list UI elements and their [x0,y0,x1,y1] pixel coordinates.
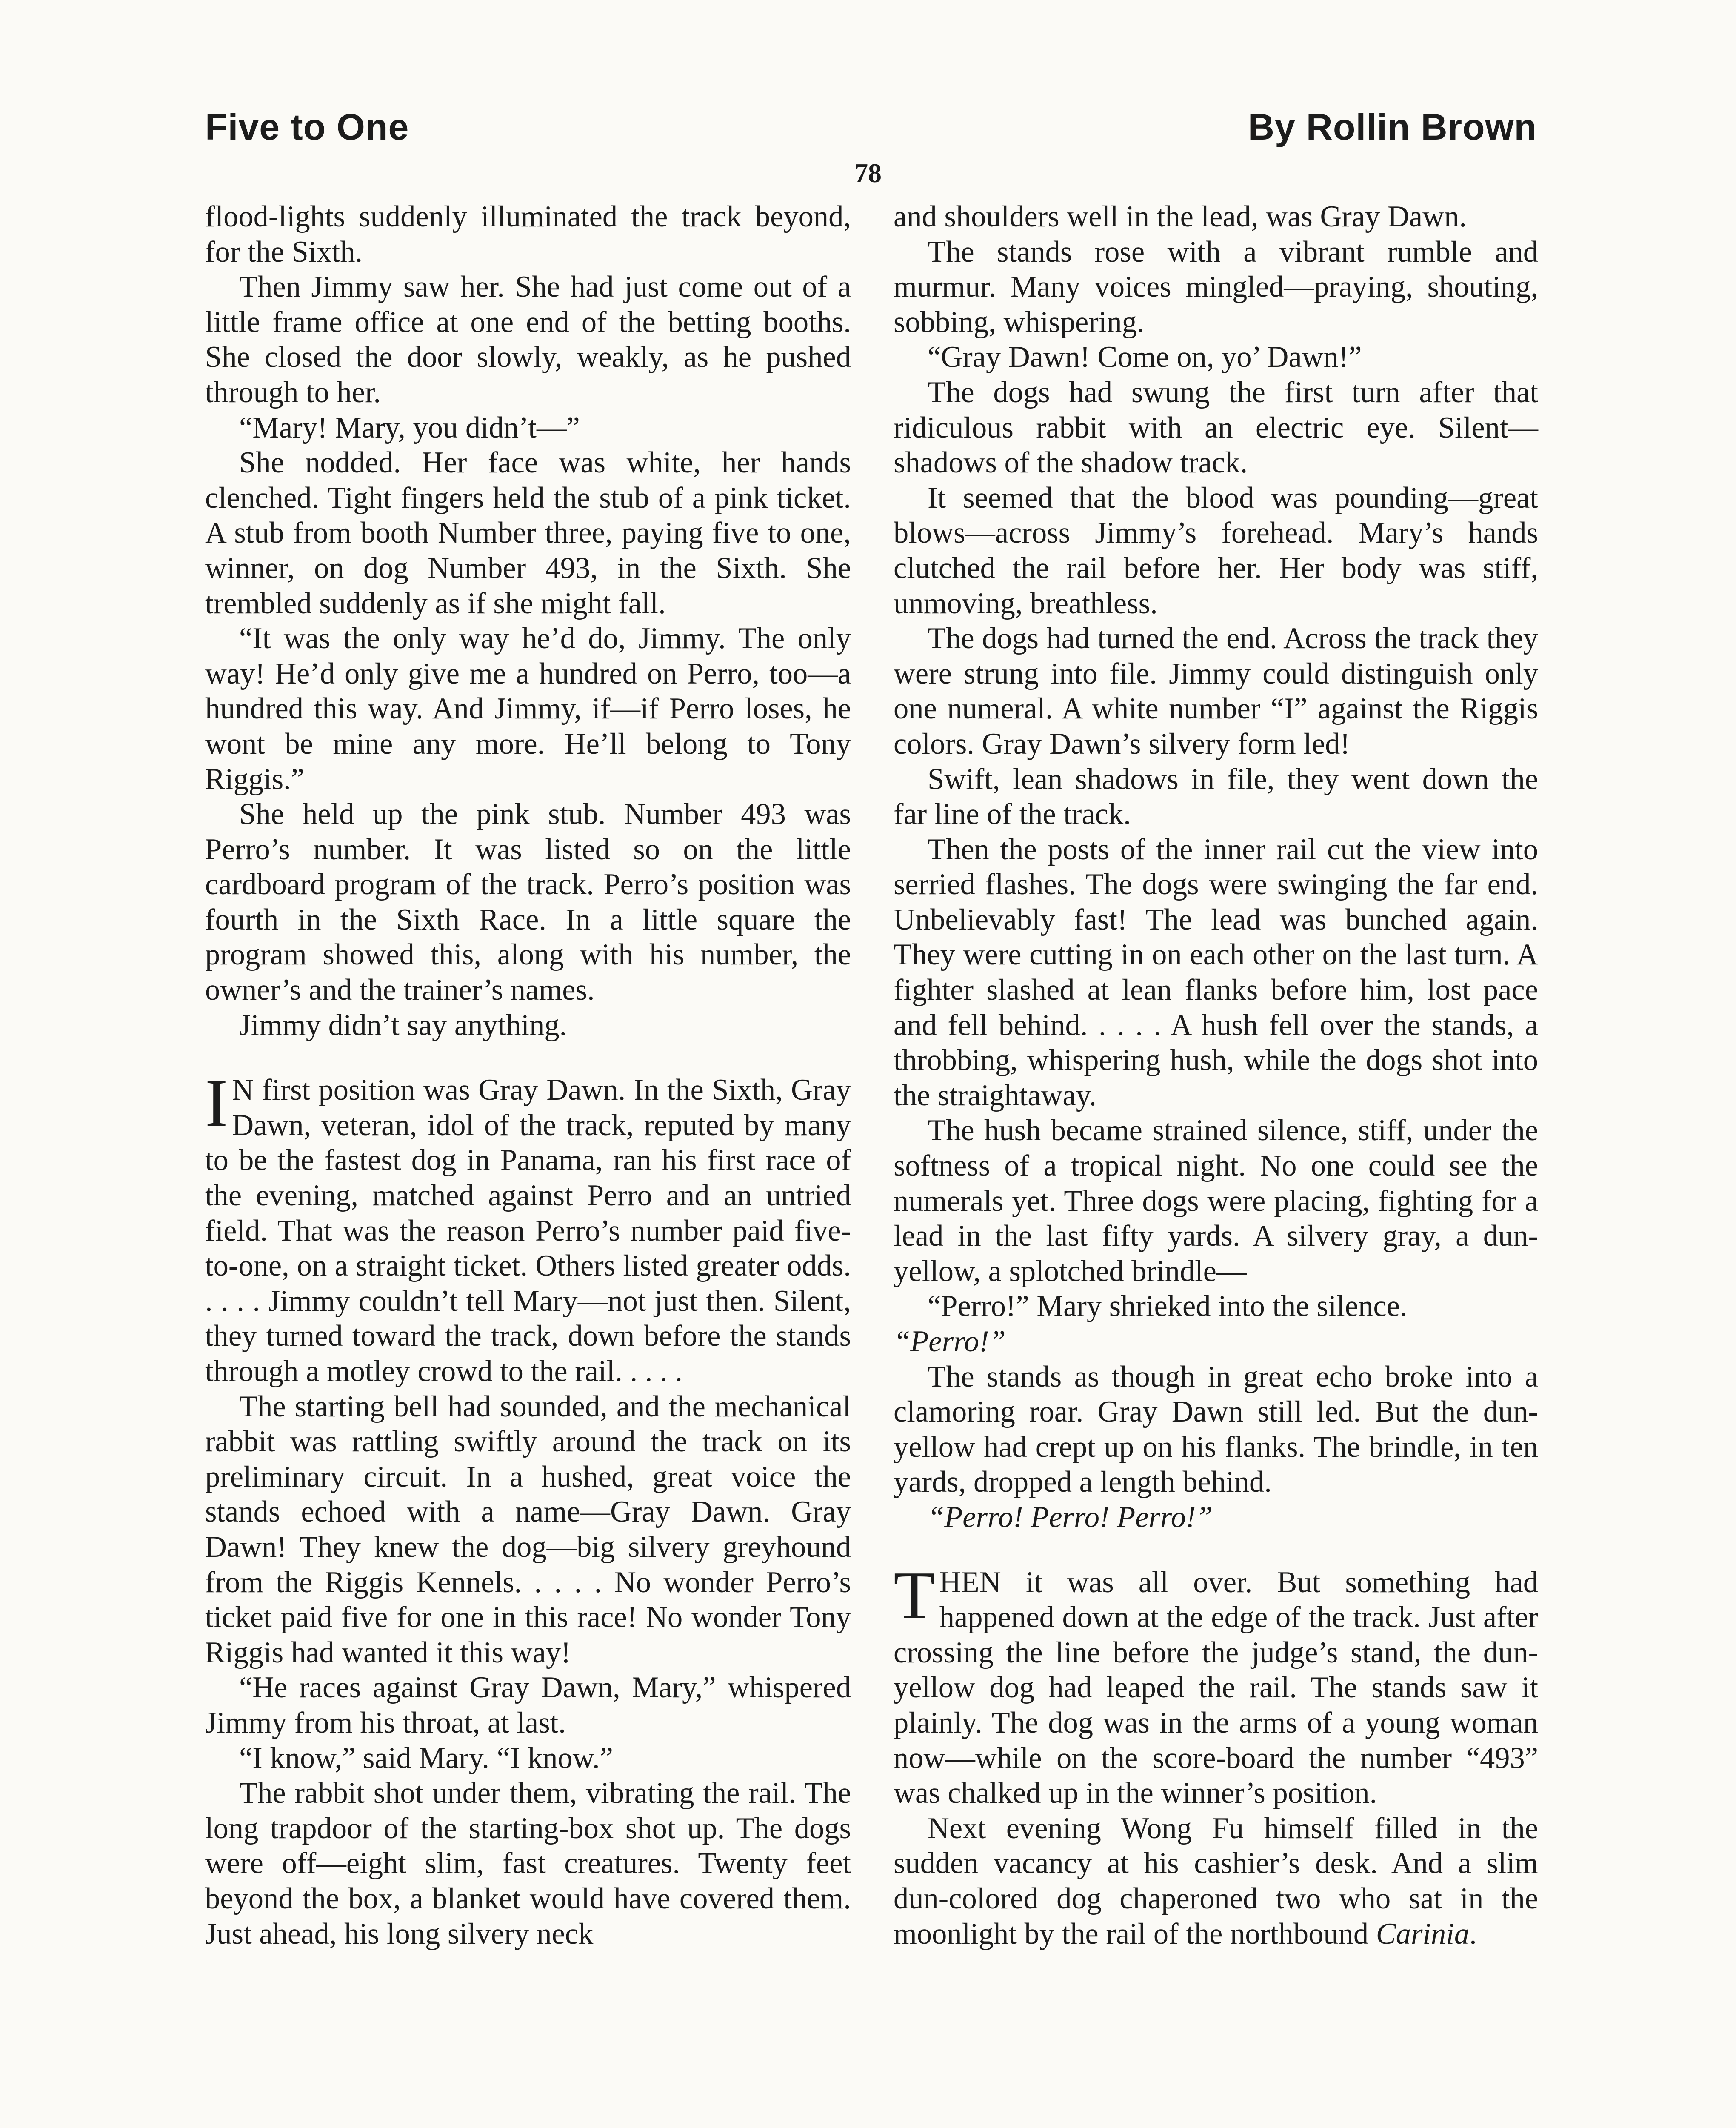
paragraph [205,1776,851,1951]
ship-name: Carinia [1376,1917,1470,1951]
paragraph [205,1670,851,1740]
page-number: 78 [854,158,882,188]
running-header [205,106,1537,162]
paragraph-text: Next evening Wong Fu himself filled in the sudden vacancy at his cashier’s desk. And a slim dun-colored dog chaperoned two who sat in the moonlight by the rail of the northbound [894,1811,1538,1951]
paragraph [894,832,1538,1113]
paragraph-text: The stands rose with a vibrant rumble and murmur. Many voices mingled—praying, shouting, sobbing, whispering. [894,235,1538,339]
paragraph-text: “It was the only way he’d do, Jimmy. The only way! He’d only give me a hundred on Perro, too—a hundred this way. And Jimmy, if—if Perro loses, he wont be mine any more. He’ll belong to Tony Riggis.” [205,622,851,796]
paragraph [894,340,1538,375]
right-text-column [894,199,1538,1951]
paragraph-text: The stands as though in great echo broke into a clamoring roar. Gray Dawn still led. But the dun-yellow had crept up on his flanks. The brindle, in ten yards, dropped a length behind. [894,1360,1538,1499]
drop-cap: T [894,1557,935,1633]
paragraph-text: Then Jimmy saw her. She had just come out of a little frame office at one end of the betting booths. She closed the door slowly, weakly, as he pushed through to her. [205,270,851,409]
paragraph-text: The rabbit shot under them, vibrating the rail. The long trapdoor of the starting-box shot up. The dogs were off—eight slim, fast creatures. Twenty feet beyond the box, a blanket would have covered them. Just ahead, his long silvery neck [205,1776,851,1951]
paragraph [894,235,1538,340]
paragraph-text: “Gray Dawn! Come on, yo’ Dawn!” [928,340,1362,374]
drop-cap: I [205,1065,228,1141]
paragraph-text: “Perro!” [894,1325,1006,1358]
paragraph [894,762,1538,832]
paragraph-text: N first position was Gray Dawn. In the Sixth, Gray Dawn, veteran, idol of the track, reputed by many to be the fastest dog in Panama, ran his first race of the evening, matched against Perro and an untried field. That was the reason Perro’s number paid five-to-one, on a straight ticket. Others listed greater odds. . . . . Jimmy couldn’t tell Mary—not just then. Silent, they turned toward the track, down before the stands through a motley crowd to the rail. . . . . [205,1073,851,1388]
paragraph-text: The dogs had swung the first turn after that ridiculous rabbit with an electric eye. Silent—shadows of the shadow track. [894,375,1538,480]
paragraph [894,1500,1538,1535]
paragraph [894,1113,1538,1289]
paragraph [894,375,1538,481]
paragraph [205,1389,851,1670]
paragraph [205,410,851,446]
paragraph-text: She nodded. Her face was white, her hands clenched. Tight fingers held the stub of a pink ticket. A stub from booth Number three, paying five to one, winner, on dog Number 493, in the Sixth. She trembled suddenly as if she might fall. [205,446,851,620]
paragraph [205,269,851,410]
paragraph-text: The starting bell had sounded, and the mechanical rabbit was rattling swiftly around the track on its preliminary circuit. In a hushed, great voice the stands echoed with a name—Gray Dawn. Gray Dawn! They knew the dog—big silvery greyhound from the Riggis Kennels. . . . . No wonder Perro’s ticket paid five for one in this race! No wonder Tony Riggis had wanted it this way! [205,1390,851,1669]
paragraph-text: “He races against Gray Dawn, Mary,” whispered Jimmy from his throat, at last. [205,1671,851,1739]
paragraph [894,621,1538,761]
paragraph [205,1741,851,1776]
story-title: Five to One [205,107,409,148]
paragraph-text: “I know,” said Mary. “I know.” [239,1741,613,1775]
paragraph [894,1289,1538,1324]
paragraph [894,481,1538,621]
left-text-column [205,199,851,1951]
paragraph-end: . [1469,1917,1477,1951]
paragraph-text: flood-lights suddenly illuminated the track beyond, for the Sixth. [205,200,851,269]
paragraph-text: Swift, lean shadows in file, they went down the far line of the track. [894,762,1538,831]
paragraph-text: She held up the pink stub. Number 493 was Perro’s number. It was listed so on the little cardboard program of the track. Perro’s position was fourth in the Sixth Race. In a little square the program showed this, along with his number, the owner’s and the trainer’s names. [205,798,851,1007]
paragraph-text: Then the posts of the inner rail cut the view into serried flashes. The dogs were swinging the far end. Unbelievably fast! The lead was bunched again. They were cutting in on each other on the last turn. A fighter slashed at lean flanks before him, lost pace and fell behind. . . . . A hush fell over the stands, a throbbing, whispering hush, while the dogs shot into the straightaway. [894,832,1538,1112]
paragraph-text: “Mary! Mary, you didn’t—” [239,411,580,444]
paragraph-text: and shoulders well in the lead, was Gray Dawn. [894,200,1467,233]
paragraph-text: The dogs had turned the end. Across the track they were strung into file. Jimmy could distinguish only one numeral. A white number “I” against the Riggis colors. Gray Dawn’s silvery form led! [894,622,1538,761]
paragraph [894,199,1538,235]
paragraph [894,1557,1538,1811]
paragraph [894,1811,1538,1951]
paragraph [894,1324,1538,1359]
paragraph-text: “Perro! Perro! Perro!” [928,1500,1213,1534]
paragraph [205,621,851,797]
paragraph [205,797,851,1008]
paragraph [205,1008,851,1043]
paragraph [205,1065,851,1389]
paragraph-text: “Perro!” Mary shrieked into the silence. [928,1290,1408,1323]
paragraph-text: Jimmy didn’t say anything. [239,1008,567,1042]
paragraph-text: The hush became strained silence, stiff, under the softness of a tropical night. No one could see the numerals yet. Three dogs were placing, fighting for a lead in the last fifty yards. A silvery gray, a dun-yellow, a splotched brindle— [894,1114,1538,1288]
paragraph [205,199,851,269]
paragraph [894,1359,1538,1500]
story-author: By Rollin Brown [1248,107,1537,148]
paragraph-text: HEN it was all over. But something had happened down at the edge of the track. Just after crossing the line before the judge’s stand, the dun-yellow dog had leaped the rail. The stands saw it plainly. The dog was in the arms of a young woman now—while on the score-board the number “493” was chalked up in the winner’s position. [894,1565,1538,1810]
paragraph-text: It seemed that the blood was pounding—great blows—across Jimmy’s forehead. Mary’s hands clutched the rail before her. Her body was stiff, unmoving, breathless. [894,481,1538,620]
paragraph [205,445,851,621]
